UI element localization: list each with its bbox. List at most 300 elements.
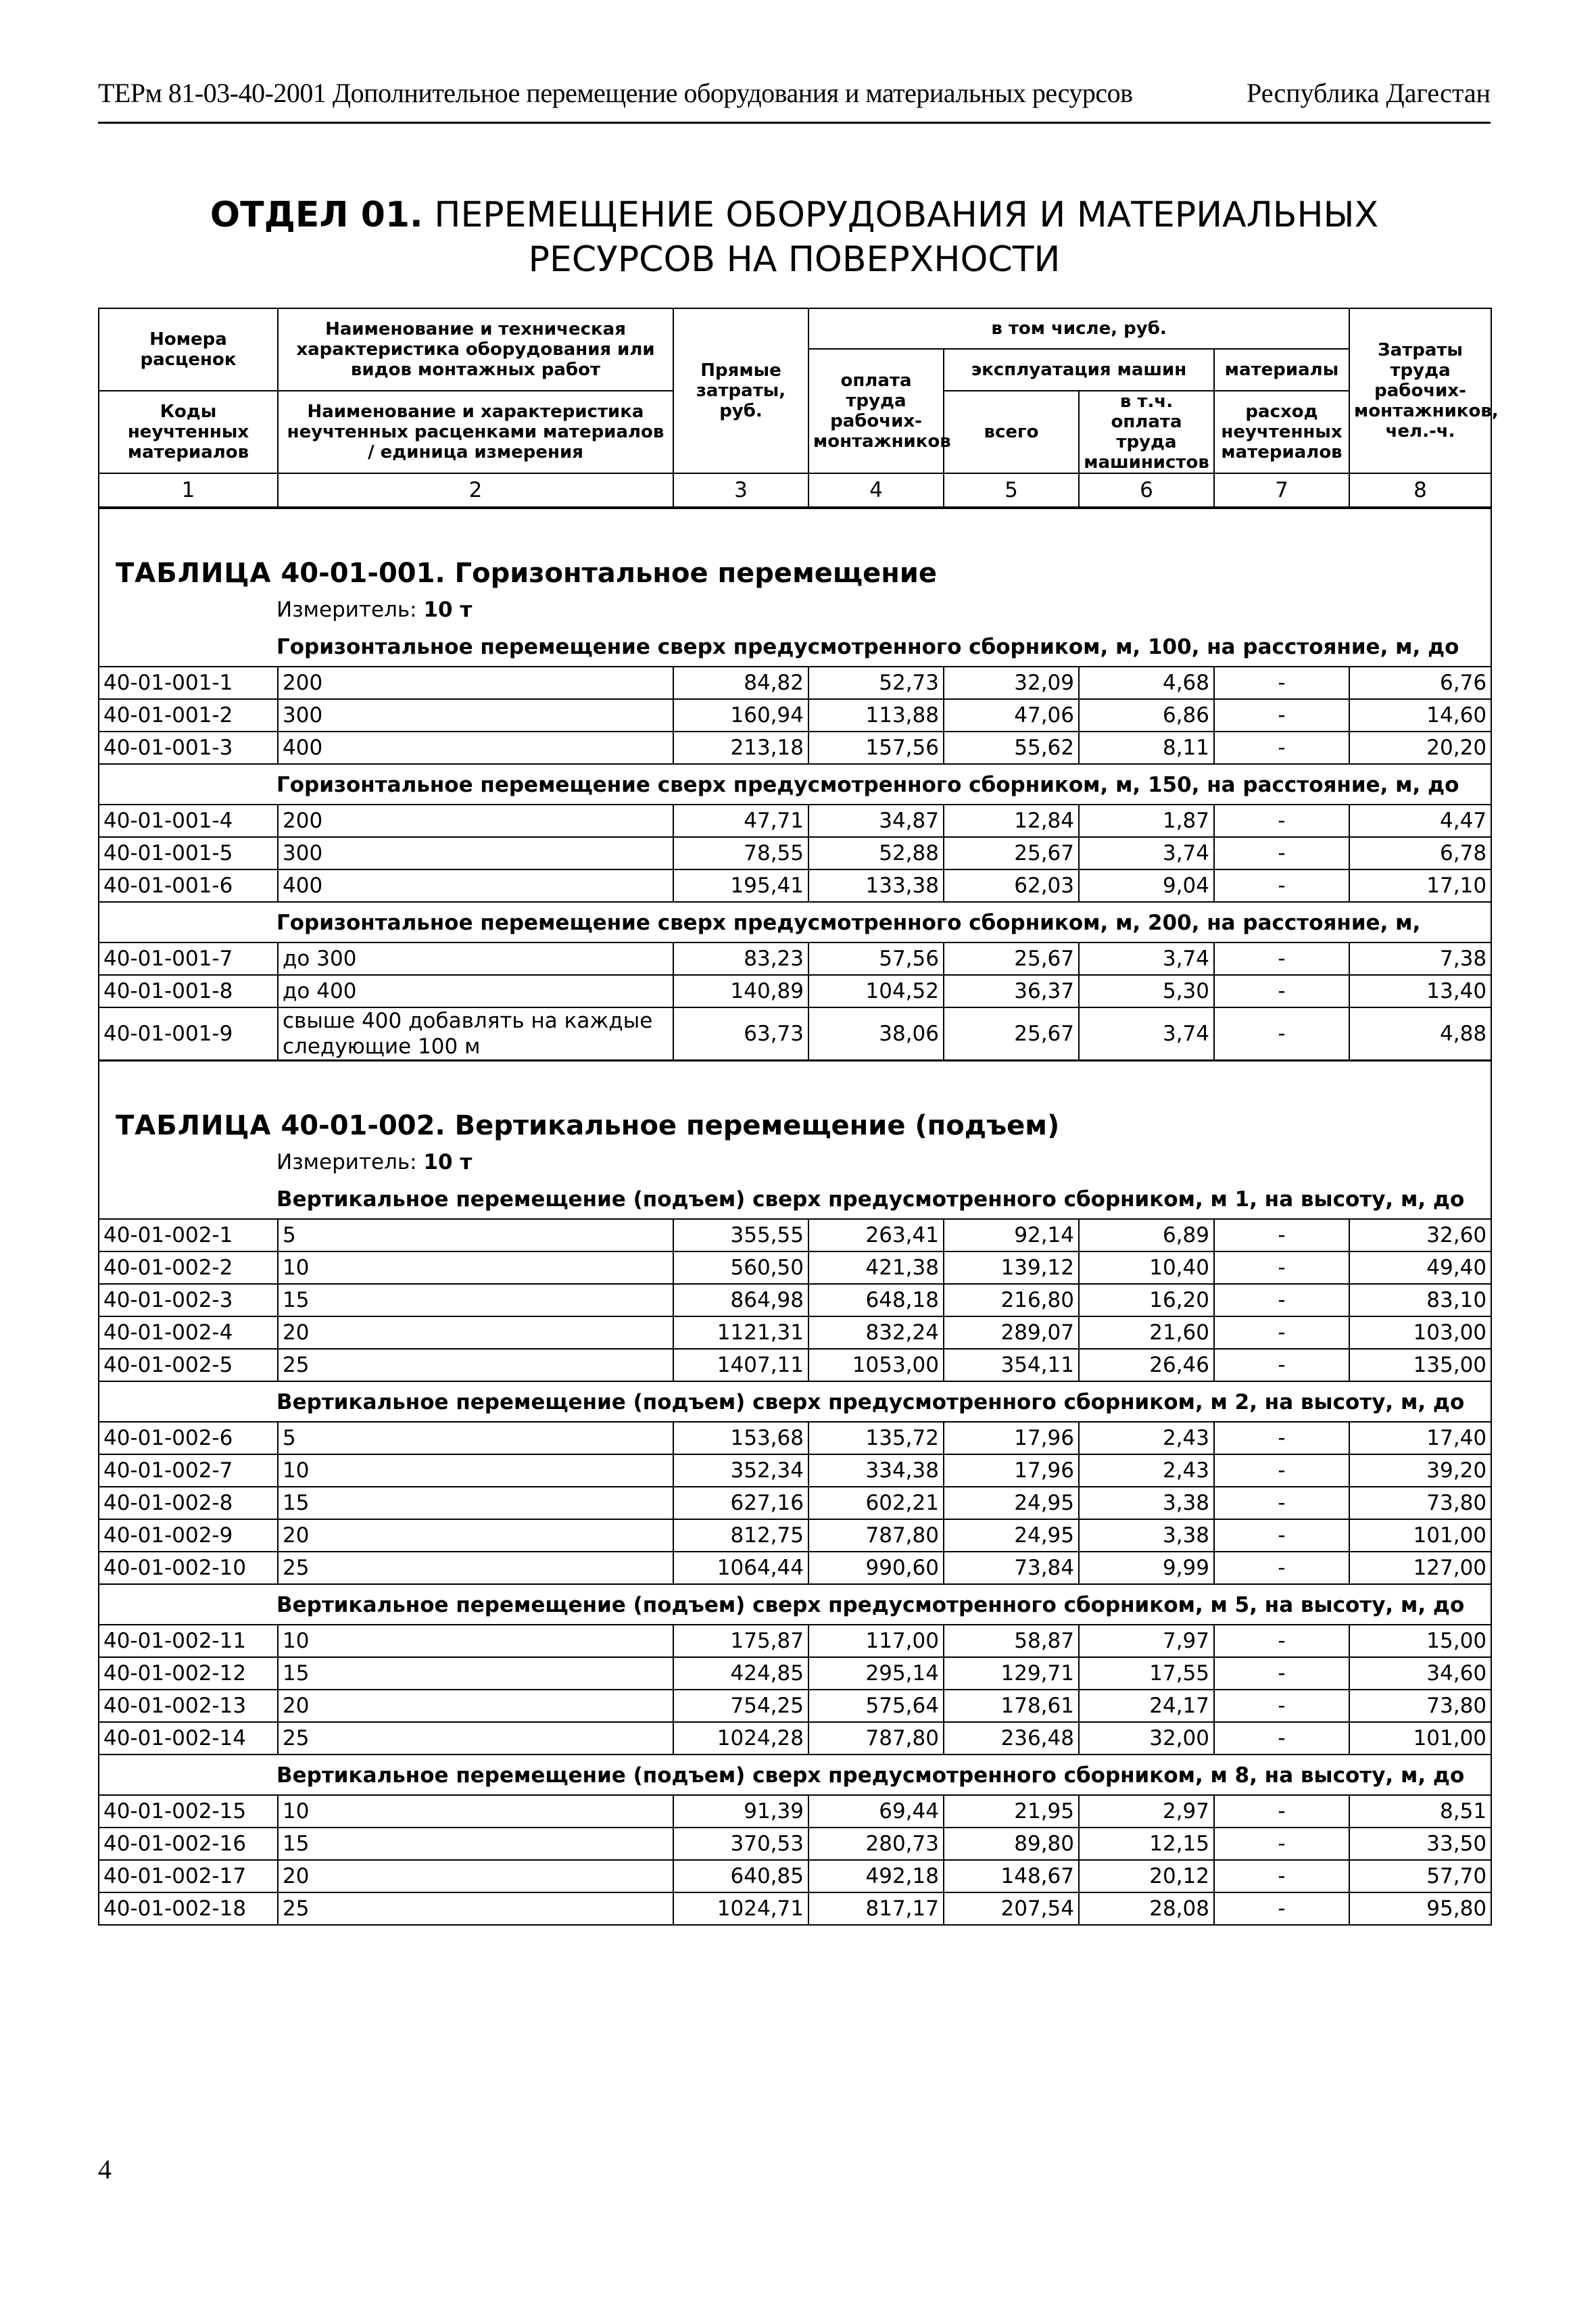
rate-code-cell: 40-01-002-2 [99, 1251, 278, 1284]
group-heading: Вертикальное перемещение (подъем) сверх предусмотренного сборником, м 1, на высоту, м, до [99, 1179, 1491, 1219]
material-usage-cell: - [1214, 1349, 1349, 1381]
table-title-row [99, 1061, 1491, 1146]
machines-total-cell: 89,80 [944, 1828, 1079, 1860]
direct-cost-cell: 1024,71 [673, 1892, 808, 1925]
col-header-machines-total: всего [944, 391, 1079, 473]
table-label: ТАБЛИЦА [116, 558, 272, 589]
col-number: 7 [1214, 473, 1349, 508]
rate-name-cell: 5 [278, 1422, 673, 1454]
direct-cost-cell: 153,68 [673, 1422, 808, 1454]
material-usage-cell: - [1214, 1251, 1349, 1284]
direct-cost-cell: 47,71 [673, 805, 808, 837]
worker-pay-cell: 133,38 [808, 869, 944, 902]
machinist-pay-cell: 12,15 [1079, 1828, 1214, 1860]
group-heading-row [99, 764, 1491, 805]
direct-cost-cell: 560,50 [673, 1251, 808, 1284]
rate-code-cell: 40-01-002-14 [99, 1722, 278, 1755]
rate-name-cell: 25 [278, 1552, 673, 1584]
direct-cost-cell: 1121,31 [673, 1316, 808, 1349]
machinist-pay-cell: 16,20 [1079, 1284, 1214, 1316]
worker-pay-cell: 648,18 [808, 1284, 944, 1316]
table-row [99, 732, 1491, 764]
rate-name-cell: 200 [278, 667, 673, 699]
rate-code-cell: 40-01-002-17 [99, 1860, 278, 1892]
direct-cost-cell: 160,94 [673, 699, 808, 732]
rate-code-cell: 40-01-002-12 [99, 1657, 278, 1690]
labor-hours-cell: 49,40 [1349, 1251, 1491, 1284]
machinist-pay-cell: 17,55 [1079, 1657, 1214, 1690]
material-usage-cell: - [1214, 1625, 1349, 1657]
machines-total-cell: 92,14 [944, 1219, 1079, 1251]
rate-name-cell: 200 [278, 805, 673, 837]
table-row [99, 1892, 1491, 1925]
rate-name-cell: 20 [278, 1690, 673, 1722]
worker-pay-cell: 117,00 [808, 1625, 944, 1657]
rate-name-cell: 300 [278, 837, 673, 869]
material-usage-cell: - [1214, 1487, 1349, 1519]
labor-hours-cell: 6,76 [1349, 667, 1491, 699]
rate-name-cell: 10 [278, 1795, 673, 1828]
col-header-group-including: в том числе, руб. [808, 308, 1349, 349]
table-row [99, 1422, 1491, 1454]
worker-pay-cell: 1053,00 [808, 1349, 944, 1381]
group-heading: Вертикальное перемещение (подъем) сверх предусмотренного сборником, м 5, на высоту, м, до [99, 1584, 1491, 1625]
machines-total-cell: 21,95 [944, 1795, 1079, 1828]
rate-code-cell: 40-01-002-1 [99, 1219, 278, 1251]
col-header-materials: материалы [1214, 349, 1349, 391]
worker-pay-cell: 492,18 [808, 1860, 944, 1892]
material-usage-cell: - [1214, 1860, 1349, 1892]
rate-code-cell: 40-01-002-4 [99, 1316, 278, 1349]
material-usage-cell: - [1214, 1795, 1349, 1828]
direct-cost-cell: 91,39 [673, 1795, 808, 1828]
table-row [99, 699, 1491, 732]
group-heading: Вертикальное перемещение (подъем) сверх предусмотренного сборником, м 8, на высоту, м, до [99, 1755, 1491, 1795]
direct-cost-cell: 1064,44 [673, 1552, 808, 1584]
meter-value: 10 т [423, 598, 473, 622]
table-row [99, 1860, 1491, 1892]
machines-total-cell: 47,06 [944, 699, 1079, 732]
direct-cost-cell: 195,41 [673, 869, 808, 902]
rate-name-cell: 5 [278, 1219, 673, 1251]
table-row [99, 1795, 1491, 1828]
section-title-line1: ПЕРЕМЕЩЕНИЕ ОБОРУДОВАНИЯ И МАТЕРИАЛЬНЫХ [434, 195, 1379, 235]
meter-row [99, 1145, 1491, 1179]
worker-pay-cell: 575,64 [808, 1690, 944, 1722]
material-usage-cell: - [1214, 667, 1349, 699]
labor-hours-cell: 39,20 [1349, 1454, 1491, 1487]
labor-hours-cell: 73,80 [1349, 1690, 1491, 1722]
table-title-row [99, 508, 1491, 593]
rate-name-cell: свыше 400 добавлять на каждые следующие 100 м [278, 1007, 673, 1061]
direct-cost-cell: 84,82 [673, 667, 808, 699]
machinist-pay-cell: 9,99 [1079, 1552, 1214, 1584]
worker-pay-cell: 38,06 [808, 1007, 944, 1061]
machines-total-cell: 17,96 [944, 1422, 1079, 1454]
machinist-pay-cell: 3,74 [1079, 1007, 1214, 1061]
rates-table [98, 308, 1499, 1926]
machines-total-cell: 25,67 [944, 1007, 1079, 1061]
col-number: 3 [673, 473, 808, 508]
machines-total-cell: 236,48 [944, 1722, 1079, 1755]
col-header-work-name: Наименование и техническая характеристика оборудования или видов монтажных работ [278, 308, 673, 391]
rate-code-cell: 40-01-002-13 [99, 1690, 278, 1722]
machinist-pay-cell: 2,43 [1079, 1422, 1214, 1454]
worker-pay-cell: 787,80 [808, 1722, 944, 1755]
labor-hours-cell: 73,80 [1349, 1487, 1491, 1519]
machines-total-cell: 354,11 [944, 1349, 1079, 1381]
machinist-pay-cell: 28,08 [1079, 1892, 1214, 1925]
machinist-pay-cell: 2,97 [1079, 1795, 1214, 1828]
material-usage-cell: - [1214, 1007, 1349, 1061]
machines-total-cell: 62,03 [944, 869, 1079, 902]
rate-name-cell: 20 [278, 1316, 673, 1349]
group-heading: Вертикальное перемещение (подъем) сверх предусмотренного сборником, м 2, на высоту, м, до [99, 1381, 1491, 1422]
direct-cost-cell: 370,53 [673, 1828, 808, 1860]
worker-pay-cell: 334,38 [808, 1454, 944, 1487]
material-usage-cell: - [1214, 1892, 1349, 1925]
machinist-pay-cell: 6,89 [1079, 1219, 1214, 1251]
material-usage-cell: - [1214, 1828, 1349, 1860]
worker-pay-cell: 113,88 [808, 699, 944, 732]
machinist-pay-cell: 9,04 [1079, 869, 1214, 902]
material-usage-cell: - [1214, 805, 1349, 837]
group-heading-row [99, 1381, 1491, 1422]
direct-cost-cell: 78,55 [673, 837, 808, 869]
table-row [99, 1219, 1491, 1251]
material-usage-cell: - [1214, 1316, 1349, 1349]
machinist-pay-cell: 8,11 [1079, 732, 1214, 764]
rate-code-cell: 40-01-001-9 [99, 1007, 278, 1061]
table-row [99, 1657, 1491, 1690]
labor-hours-cell: 101,00 [1349, 1722, 1491, 1755]
rate-code-cell: 40-01-002-18 [99, 1892, 278, 1925]
col-header-worker-pay: оплата труда рабочих-монтажников [808, 349, 944, 473]
worker-pay-cell: 421,38 [808, 1251, 944, 1284]
material-usage-cell: - [1214, 1454, 1349, 1487]
header-document-title: ТЕРм 81-03-40-2001 Дополнительное перемещение оборудования и материальных ресурсов [98, 78, 1133, 108]
material-usage-cell: - [1214, 869, 1349, 902]
table-row [99, 1552, 1491, 1584]
group-heading-row [99, 902, 1491, 942]
worker-pay-cell: 52,88 [808, 837, 944, 869]
material-usage-cell: - [1214, 1657, 1349, 1690]
col-header-material-name: Наименование и характеристика неучтенных расценками материалов / единица измерения [278, 391, 673, 473]
direct-cost-cell: 1024,28 [673, 1722, 808, 1755]
rate-name-cell: 10 [278, 1251, 673, 1284]
group-heading-row [99, 1179, 1491, 1219]
labor-hours-cell: 33,50 [1349, 1828, 1491, 1860]
rate-code-cell: 40-01-001-2 [99, 699, 278, 732]
machinist-pay-cell: 10,40 [1079, 1251, 1214, 1284]
rate-name-cell: 15 [278, 1657, 673, 1690]
direct-cost-cell: 754,25 [673, 1690, 808, 1722]
rate-name-cell: 20 [278, 1519, 673, 1552]
col-number: 1 [99, 473, 278, 508]
labor-hours-cell: 34,60 [1349, 1657, 1491, 1690]
section-prefix: ОТДЕЛ 01. [210, 195, 423, 235]
rate-name-cell: 400 [278, 732, 673, 764]
col-header-material-usage: расход неучтенных материалов [1214, 391, 1349, 473]
material-usage-cell: - [1214, 1519, 1349, 1552]
table-row [99, 1722, 1491, 1755]
material-usage-cell: - [1214, 1422, 1349, 1454]
labor-hours-cell: 103,00 [1349, 1316, 1491, 1349]
rate-name-cell: 15 [278, 1487, 673, 1519]
machines-total-cell: 25,67 [944, 837, 1079, 869]
labor-hours-cell: 4,88 [1349, 1007, 1491, 1061]
direct-cost-cell: 213,18 [673, 732, 808, 764]
labor-hours-cell: 17,40 [1349, 1422, 1491, 1454]
labor-hours-cell: 17,10 [1349, 869, 1491, 902]
rate-code-cell: 40-01-001-3 [99, 732, 278, 764]
material-usage-cell: - [1214, 1284, 1349, 1316]
col-number: 4 [808, 473, 944, 508]
machinist-pay-cell: 6,86 [1079, 699, 1214, 732]
direct-cost-cell: 352,34 [673, 1454, 808, 1487]
machines-total-cell: 36,37 [944, 975, 1079, 1007]
machinist-pay-cell: 32,00 [1079, 1722, 1214, 1755]
col-number: 5 [944, 473, 1079, 508]
machinist-pay-cell: 26,46 [1079, 1349, 1214, 1381]
rate-name-cell: 10 [278, 1454, 673, 1487]
rate-name-cell: 20 [278, 1860, 673, 1892]
worker-pay-cell: 787,80 [808, 1519, 944, 1552]
group-heading-row [99, 627, 1491, 667]
group-heading-row [99, 1755, 1491, 1795]
labor-hours-cell: 4,47 [1349, 805, 1491, 837]
table-body [99, 508, 1491, 1925]
machines-total-cell: 55,62 [944, 732, 1079, 764]
rate-name-cell: 25 [278, 1722, 673, 1755]
rate-name-cell: до 300 [278, 942, 673, 975]
material-usage-cell: - [1214, 699, 1349, 732]
machinist-pay-cell: 1,87 [1079, 805, 1214, 837]
material-usage-cell: - [1214, 942, 1349, 975]
col-header-labor-hours: Затраты труда рабочих-монтажников, чел.-ч. [1349, 308, 1491, 473]
labor-hours-cell: 13,40 [1349, 975, 1491, 1007]
rate-code-cell: 40-01-002-16 [99, 1828, 278, 1860]
rate-code-cell: 40-01-002-9 [99, 1519, 278, 1552]
table-row [99, 1316, 1491, 1349]
rate-code-cell: 40-01-002-8 [99, 1487, 278, 1519]
machines-total-cell: 129,71 [944, 1657, 1079, 1690]
group-heading: Горизонтальное перемещение сверх предусмотренного сборником, м, 100, на расстояние, м, до [99, 627, 1491, 667]
col-header-machines: эксплуатация машин [944, 349, 1214, 391]
machines-total-cell: 58,87 [944, 1625, 1079, 1657]
labor-hours-cell: 15,00 [1349, 1625, 1491, 1657]
worker-pay-cell: 69,44 [808, 1795, 944, 1828]
worker-pay-cell: 990,60 [808, 1552, 944, 1584]
labor-hours-cell: 32,60 [1349, 1219, 1491, 1251]
material-usage-cell: - [1214, 975, 1349, 1007]
machinist-pay-cell: 2,43 [1079, 1454, 1214, 1487]
direct-cost-cell: 627,16 [673, 1487, 808, 1519]
rate-name-cell: 10 [278, 1625, 673, 1657]
machines-total-cell: 178,61 [944, 1690, 1079, 1722]
machinist-pay-cell: 5,30 [1079, 975, 1214, 1007]
table-code: 40-01-001. [281, 558, 445, 589]
direct-cost-cell: 355,55 [673, 1219, 808, 1251]
material-usage-cell: - [1214, 837, 1349, 869]
group-heading-row [99, 1584, 1491, 1625]
table-name: Горизонтальное перемещение [454, 558, 938, 589]
section-title [98, 193, 1491, 282]
table-row [99, 1625, 1491, 1657]
labor-hours-cell: 127,00 [1349, 1552, 1491, 1584]
rate-code-cell: 40-01-001-1 [99, 667, 278, 699]
material-usage-cell: - [1214, 1219, 1349, 1251]
machines-total-cell: 24,95 [944, 1519, 1079, 1552]
material-usage-cell: - [1214, 1690, 1349, 1722]
direct-cost-cell: 140,89 [673, 975, 808, 1007]
table-row [99, 667, 1491, 699]
machines-total-cell: 73,84 [944, 1552, 1079, 1584]
worker-pay-cell: 157,56 [808, 732, 944, 764]
machines-total-cell: 207,54 [944, 1892, 1079, 1925]
page-header [98, 73, 1491, 124]
direct-cost-cell: 83,23 [673, 942, 808, 975]
meter-label: Измеритель: [276, 1150, 417, 1174]
machinist-pay-cell: 3,38 [1079, 1519, 1214, 1552]
worker-pay-cell: 832,24 [808, 1316, 944, 1349]
machinist-pay-cell: 7,97 [1079, 1625, 1214, 1657]
rate-name-cell: 400 [278, 869, 673, 902]
machines-total-cell: 25,67 [944, 942, 1079, 975]
labor-hours-cell: 14,60 [1349, 699, 1491, 732]
material-usage-cell: - [1214, 1722, 1349, 1755]
table-row [99, 1007, 1491, 1061]
worker-pay-cell: 602,21 [808, 1487, 944, 1519]
rate-name-cell: 15 [278, 1284, 673, 1316]
machines-total-cell: 17,96 [944, 1454, 1079, 1487]
direct-cost-cell: 812,75 [673, 1519, 808, 1552]
table-row [99, 837, 1491, 869]
meter-row [99, 593, 1491, 627]
labor-hours-cell: 7,38 [1349, 942, 1491, 975]
rate-code-cell: 40-01-002-10 [99, 1552, 278, 1584]
direct-cost-cell: 1407,11 [673, 1349, 808, 1381]
table-row [99, 869, 1491, 902]
material-usage-cell: - [1214, 1552, 1349, 1584]
col-number: 6 [1079, 473, 1214, 508]
labor-hours-cell: 20,20 [1349, 732, 1491, 764]
table-row [99, 975, 1491, 1007]
worker-pay-cell: 34,87 [808, 805, 944, 837]
rate-code-cell: 40-01-001-8 [99, 975, 278, 1007]
rate-name-cell: 25 [278, 1349, 673, 1381]
table-row [99, 805, 1491, 837]
worker-pay-cell: 104,52 [808, 975, 944, 1007]
rate-code-cell: 40-01-001-5 [99, 837, 278, 869]
rate-code-cell: 40-01-002-15 [99, 1795, 278, 1828]
worker-pay-cell: 52,73 [808, 667, 944, 699]
labor-hours-cell: 135,00 [1349, 1349, 1491, 1381]
col-header-rate-numbers: Номера расценок [99, 308, 278, 391]
rate-code-cell: 40-01-002-11 [99, 1625, 278, 1657]
worker-pay-cell: 280,73 [808, 1828, 944, 1860]
rate-name-cell: 15 [278, 1828, 673, 1860]
meter-label: Измеритель: [276, 598, 417, 622]
labor-hours-cell: 6,78 [1349, 837, 1491, 869]
machinist-pay-cell: 3,74 [1079, 837, 1214, 869]
rate-code-cell: 40-01-001-7 [99, 942, 278, 975]
material-usage-cell: - [1214, 732, 1349, 764]
machines-total-cell: 216,80 [944, 1284, 1079, 1316]
rate-code-cell: 40-01-001-4 [99, 805, 278, 837]
machines-total-cell: 139,12 [944, 1251, 1079, 1284]
worker-pay-cell: 135,72 [808, 1422, 944, 1454]
table-row [99, 1519, 1491, 1552]
rate-name-cell: 25 [278, 1892, 673, 1925]
table-row [99, 1487, 1491, 1519]
machinist-pay-cell: 20,12 [1079, 1860, 1214, 1892]
direct-cost-cell: 424,85 [673, 1657, 808, 1690]
table-row [99, 1454, 1491, 1487]
rate-code-cell: 40-01-002-5 [99, 1349, 278, 1381]
labor-hours-cell: 83,10 [1349, 1284, 1491, 1316]
machines-total-cell: 24,95 [944, 1487, 1079, 1519]
worker-pay-cell: 263,41 [808, 1219, 944, 1251]
machines-total-cell: 32,09 [944, 667, 1079, 699]
rate-code-cell: 40-01-001-6 [99, 869, 278, 902]
header-region: Республика Дагестан [1247, 78, 1491, 108]
page-number: 4 [98, 2154, 112, 2185]
col-header-machinist-pay: в т.ч. оплата труда машинистов [1079, 391, 1214, 473]
table-row [99, 942, 1491, 975]
machines-total-cell: 289,07 [944, 1316, 1079, 1349]
rate-name-cell: до 400 [278, 975, 673, 1007]
table-code: 40-01-002. [281, 1110, 445, 1141]
col-header-material-codes: Коды неучтенных материалов [99, 391, 278, 473]
direct-cost-cell: 864,98 [673, 1284, 808, 1316]
machines-total-cell: 12,84 [944, 805, 1079, 837]
table-name: Вертикальное перемещение (подъем) [454, 1110, 1060, 1141]
table-row [99, 1251, 1491, 1284]
worker-pay-cell: 295,14 [808, 1657, 944, 1690]
section-title-line2: РЕСУРСОВ НА ПОВЕРХНОСТИ [528, 239, 1061, 280]
worker-pay-cell: 57,56 [808, 942, 944, 975]
table-row [99, 1284, 1491, 1316]
machines-total-cell: 148,67 [944, 1860, 1079, 1892]
col-number: 8 [1349, 473, 1491, 508]
meter-value: 10 т [423, 1150, 473, 1174]
rate-name-cell: 300 [278, 699, 673, 732]
col-number: 2 [278, 473, 673, 508]
rate-code-cell: 40-01-002-7 [99, 1454, 278, 1487]
table-header [99, 308, 1499, 508]
rate-code-cell: 40-01-002-6 [99, 1422, 278, 1454]
machinist-pay-cell: 4,68 [1079, 667, 1214, 699]
labor-hours-cell: 101,00 [1349, 1519, 1491, 1552]
direct-cost-cell: 175,87 [673, 1625, 808, 1657]
table-row [99, 1349, 1491, 1381]
table-row [99, 1690, 1491, 1722]
col-header-direct-costs: Прямые затраты, руб. [673, 308, 808, 473]
direct-cost-cell: 640,85 [673, 1860, 808, 1892]
labor-hours-cell: 8,51 [1349, 1795, 1491, 1828]
labor-hours-cell: 95,80 [1349, 1892, 1491, 1925]
rate-code-cell: 40-01-002-3 [99, 1284, 278, 1316]
machinist-pay-cell: 24,17 [1079, 1690, 1214, 1722]
direct-cost-cell: 63,73 [673, 1007, 808, 1061]
machinist-pay-cell: 3,74 [1079, 942, 1214, 975]
group-heading: Горизонтальное перемещение сверх предусмотренного сборником, м, 200, на расстояние, м, [99, 902, 1491, 942]
group-heading: Горизонтальное перемещение сверх предусмотренного сборником, м, 150, на расстояние, м, до [99, 764, 1491, 805]
labor-hours-cell: 57,70 [1349, 1860, 1491, 1892]
machinist-pay-cell: 3,38 [1079, 1487, 1214, 1519]
table-row [99, 1828, 1491, 1860]
